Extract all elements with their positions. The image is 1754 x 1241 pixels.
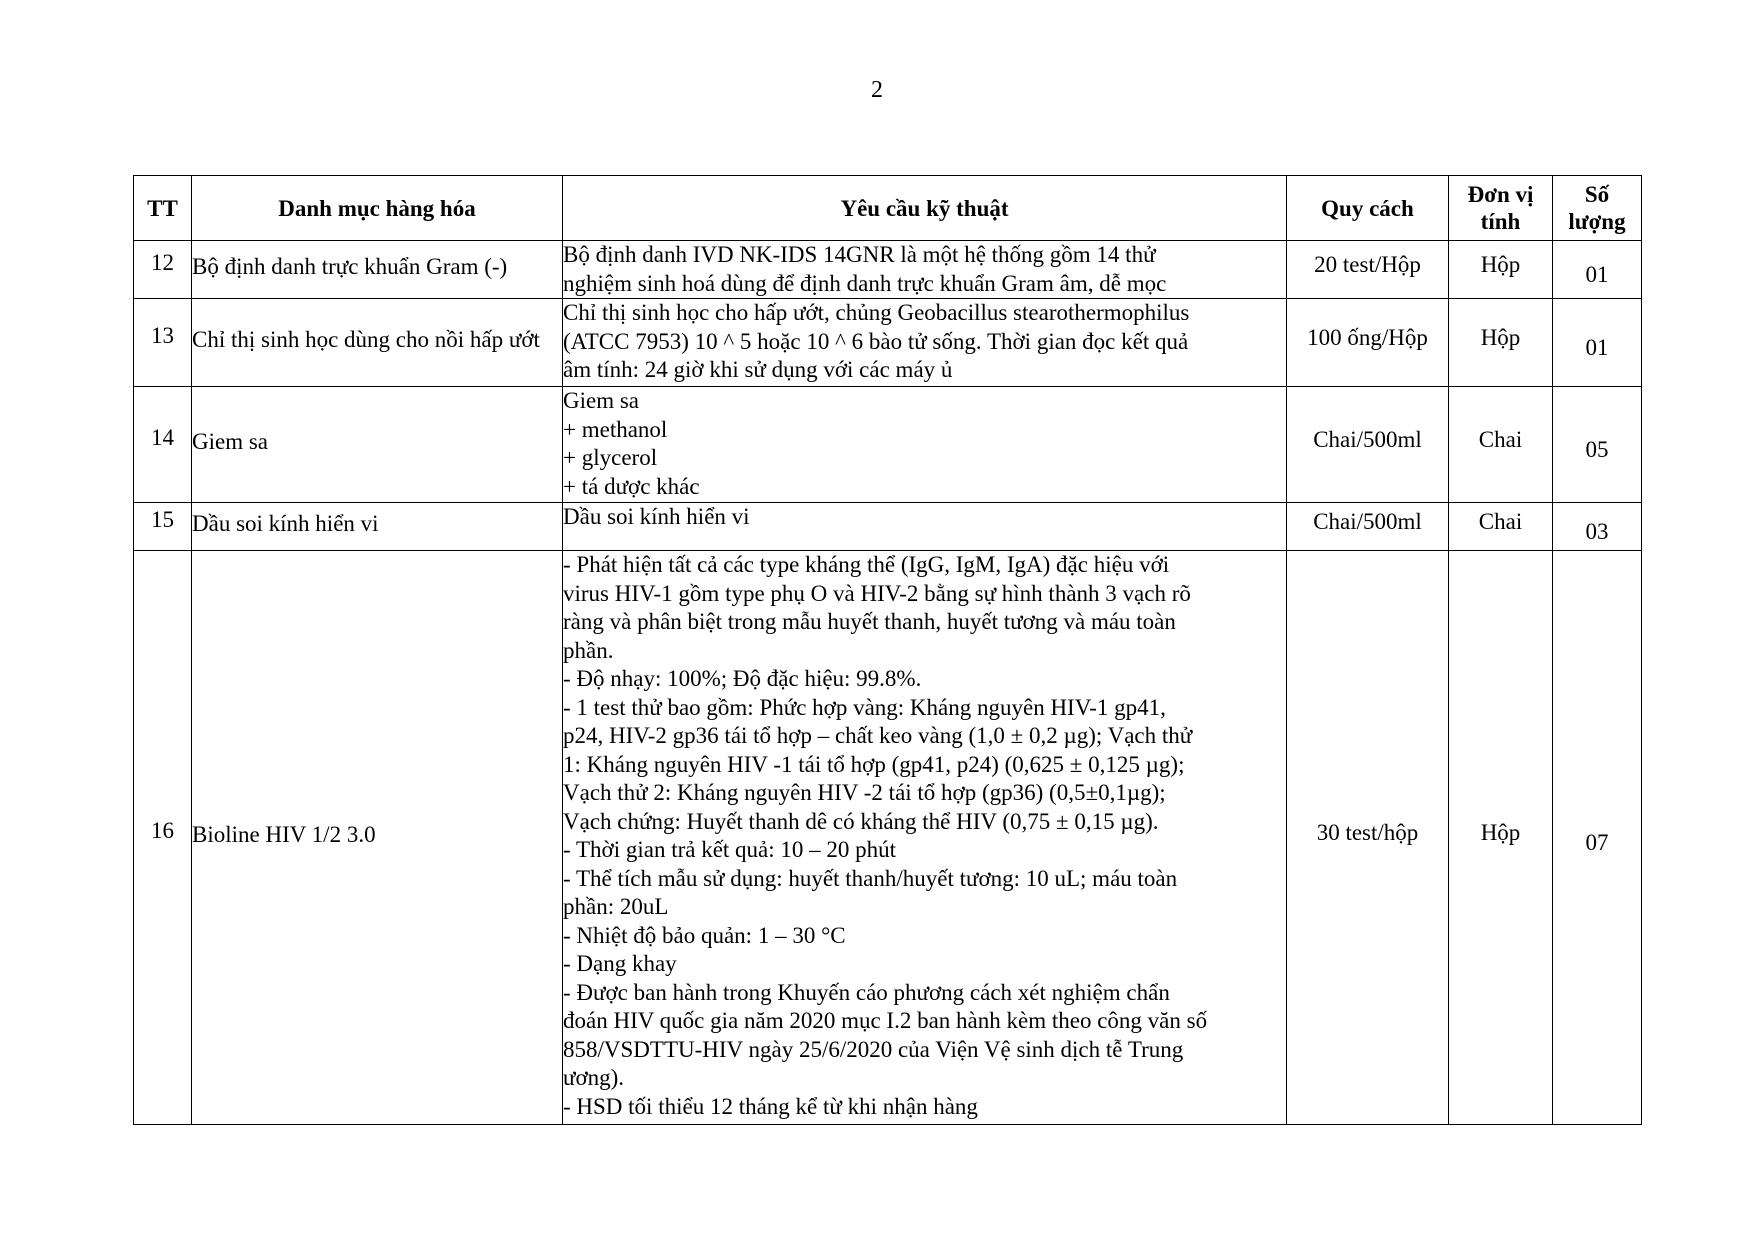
requirement-line: ương). — [563, 1065, 625, 1090]
requirement-line: nghiệm sinh hoá dùng để định danh trực khuẩn Gram âm, dễ mọc — [563, 270, 1167, 296]
technical-requirement — [563, 387, 1287, 503]
quantity — [1553, 551, 1642, 1125]
requirement-line: - 1 test thử bao gồm: Phức hợp vàng: Kháng nguyên HIV-1 gp41, — [563, 694, 1166, 720]
requirement-line: âm tính: 24 giờ khi sử dụng với các máy ủ — [563, 357, 953, 382]
requirement-line: 858/VSDTTU-HIV ngày 25/6/2020 của Viện Vệ sinh dịch tễ Trung — [563, 1036, 1184, 1062]
specification — [1287, 503, 1449, 551]
row-number-text: 12 — [151, 250, 174, 276]
goods-name-text: Giem sa — [192, 429, 269, 455]
specification-text: 20 test/Hộp — [1314, 252, 1421, 278]
quantity-text: 03 — [1585, 519, 1609, 545]
requirement-line: Vạch chứng: Huyết thanh dê có kháng thể HIV (0,75 ± 0,15 µg). — [563, 808, 1159, 834]
quantity — [1553, 241, 1642, 299]
specification-text: Chai/500ml — [1313, 427, 1422, 453]
page-number: 2 — [871, 77, 883, 103]
requirement-line: - Thể tích mẫu sử dụng: huyết thanh/huyết tương: 10 uL; máu toàn — [563, 865, 1178, 891]
header-quantity — [1553, 176, 1642, 241]
quantity — [1553, 299, 1642, 387]
unit-text: Hộp — [1480, 820, 1521, 846]
unit — [1449, 503, 1553, 551]
requirement-line: p24, HIV-2 gp36 tái tổ hợp – chất keo vàng (1,0 ± 0,2 µg); Vạch thử — [563, 723, 1193, 748]
requirement-line: + glycerol — [563, 445, 658, 470]
requirement-line: - Độ nhạy: 100%; Độ đặc hiệu: 99.8%. — [563, 666, 922, 691]
row-number — [134, 387, 192, 503]
header-goods-name: Danh mục hàng hóa — [192, 176, 563, 241]
table-row — [134, 387, 1642, 503]
requirement-line: (ATCC 7953) 10 ^ 5 hoặc 10 ^ 6 bào tử sống. Thời gian đọc kết quả — [563, 328, 1189, 354]
table-row — [134, 551, 1642, 1125]
requirement-line: đoán HIV quốc gia năm 2020 mục I.2 ban hành kèm theo công văn số — [563, 1008, 1208, 1033]
row-number-text: 15 — [151, 507, 174, 533]
requirement-line: + methanol — [563, 416, 668, 442]
quantity — [1553, 503, 1642, 551]
requirement-line: virus HIV-1 gồm type phụ O và HIV-2 bằng sự hình thành 3 vạch rõ — [563, 580, 1191, 606]
specification-text: Chai/500ml — [1313, 509, 1422, 535]
requirement-line: phần: 20uL — [563, 894, 669, 919]
goods-name-text: Chỉ thị sinh học dùng cho nồi hấp ướt — [192, 327, 540, 353]
header-quantity-line1: Số — [1584, 182, 1610, 207]
table-row — [134, 299, 1642, 387]
specification-table — [133, 175, 1642, 1125]
specification — [1287, 551, 1449, 1125]
header-specification: Quy cách — [1287, 176, 1449, 241]
quantity-text: 05 — [1585, 437, 1609, 463]
table-body — [134, 241, 1642, 1125]
specification-text: 30 test/hộp — [1316, 820, 1419, 846]
requirement-line: - HSD tối thiểu 12 tháng kể từ khi nhận hàng — [563, 1093, 978, 1119]
specification — [1287, 241, 1449, 299]
requirement-line: + tá dược khác — [563, 473, 700, 499]
goods-name — [192, 551, 563, 1125]
row-number — [134, 503, 192, 551]
row-number-text: 13 — [151, 323, 174, 349]
technical-requirement — [563, 503, 1287, 551]
requirement-line: Chỉ thị sinh học cho hấp ướt, chủng Geobacillus stearothermophilus — [563, 300, 1190, 325]
requirement-line: - Phát hiện tất cả các type kháng thể (IgG, IgM, IgA) đặc hiệu với — [563, 552, 1170, 577]
quantity-text: 01 — [1585, 262, 1609, 288]
unit-text: Hộp — [1480, 252, 1521, 278]
row-number-text: 14 — [151, 425, 174, 451]
requirement-line: ràng và phân biệt trong mẫu huyết thanh, huyết tương và máu toàn — [563, 609, 1176, 634]
header-tt: TT — [134, 176, 192, 241]
row-number — [134, 551, 192, 1125]
header-unit-line2: tính — [1480, 209, 1521, 234]
requirement-line: - Dạng khay — [563, 951, 677, 976]
row-number — [134, 241, 192, 299]
header-unit — [1449, 176, 1553, 241]
unit — [1449, 387, 1553, 503]
goods-name-text: Bioline HIV 1/2 3.0 — [192, 822, 376, 848]
goods-name — [192, 299, 563, 387]
goods-name — [192, 503, 563, 551]
unit-text: Chai — [1478, 509, 1523, 535]
requirement-line: - Thời gian trả kết quả: 10 – 20 phút — [563, 837, 897, 862]
requirement-line: phần. — [563, 637, 614, 663]
technical-requirement — [563, 551, 1287, 1125]
header-unit-line1: Đơn vị — [1467, 182, 1534, 207]
specification-text: 100 ống/Hộp — [1307, 325, 1428, 351]
goods-name — [192, 387, 563, 503]
goods-name — [192, 241, 563, 299]
quantity-text: 07 — [1585, 830, 1609, 856]
quantity — [1553, 387, 1642, 503]
quantity-text: 01 — [1585, 335, 1609, 361]
requirement-line: Dầu soi kính hiển vi — [563, 504, 750, 529]
header-technical-requirement: Yêu cầu kỹ thuật — [563, 176, 1287, 241]
unit — [1449, 241, 1553, 299]
unit — [1449, 299, 1553, 387]
unit — [1449, 551, 1553, 1125]
row-number — [134, 299, 192, 387]
requirement-line: Bộ định danh IVD NK-IDS 14GNR là một hệ thống gồm 14 thử — [563, 242, 1156, 267]
unit-text: Hộp — [1480, 325, 1521, 351]
table-header-row — [134, 176, 1642, 241]
specification — [1287, 387, 1449, 503]
unit-text: Chai — [1478, 427, 1523, 453]
requirement-line: Giem sa — [563, 388, 640, 413]
requirement-line: - Nhiệt độ bảo quản: 1 – 30 °C — [563, 922, 846, 948]
technical-requirement — [563, 241, 1287, 299]
requirement-line: Vạch thử 2: Kháng nguyên HIV -2 tái tổ hợp (gp36) (0,5±0,1µg); — [563, 780, 1166, 805]
goods-name-text: Bộ định danh trực khuẩn Gram (-) — [192, 254, 508, 280]
specification — [1287, 299, 1449, 387]
requirement-line: - Được ban hành trong Khuyến cáo phương cách xét nghiệm chẩn — [563, 979, 1170, 1005]
technical-requirement — [563, 299, 1287, 387]
requirement-line: 1: Kháng nguyên HIV -1 tái tổ hợp (gp41, p24) (0,625 ± 0,125 µg); — [563, 751, 1185, 777]
table-row — [134, 241, 1642, 299]
row-number-text: 16 — [151, 818, 174, 844]
table-row — [134, 503, 1642, 551]
goods-name-text: Dầu soi kính hiển vi — [192, 511, 379, 537]
header-quantity-line2: lượng — [1568, 209, 1626, 234]
